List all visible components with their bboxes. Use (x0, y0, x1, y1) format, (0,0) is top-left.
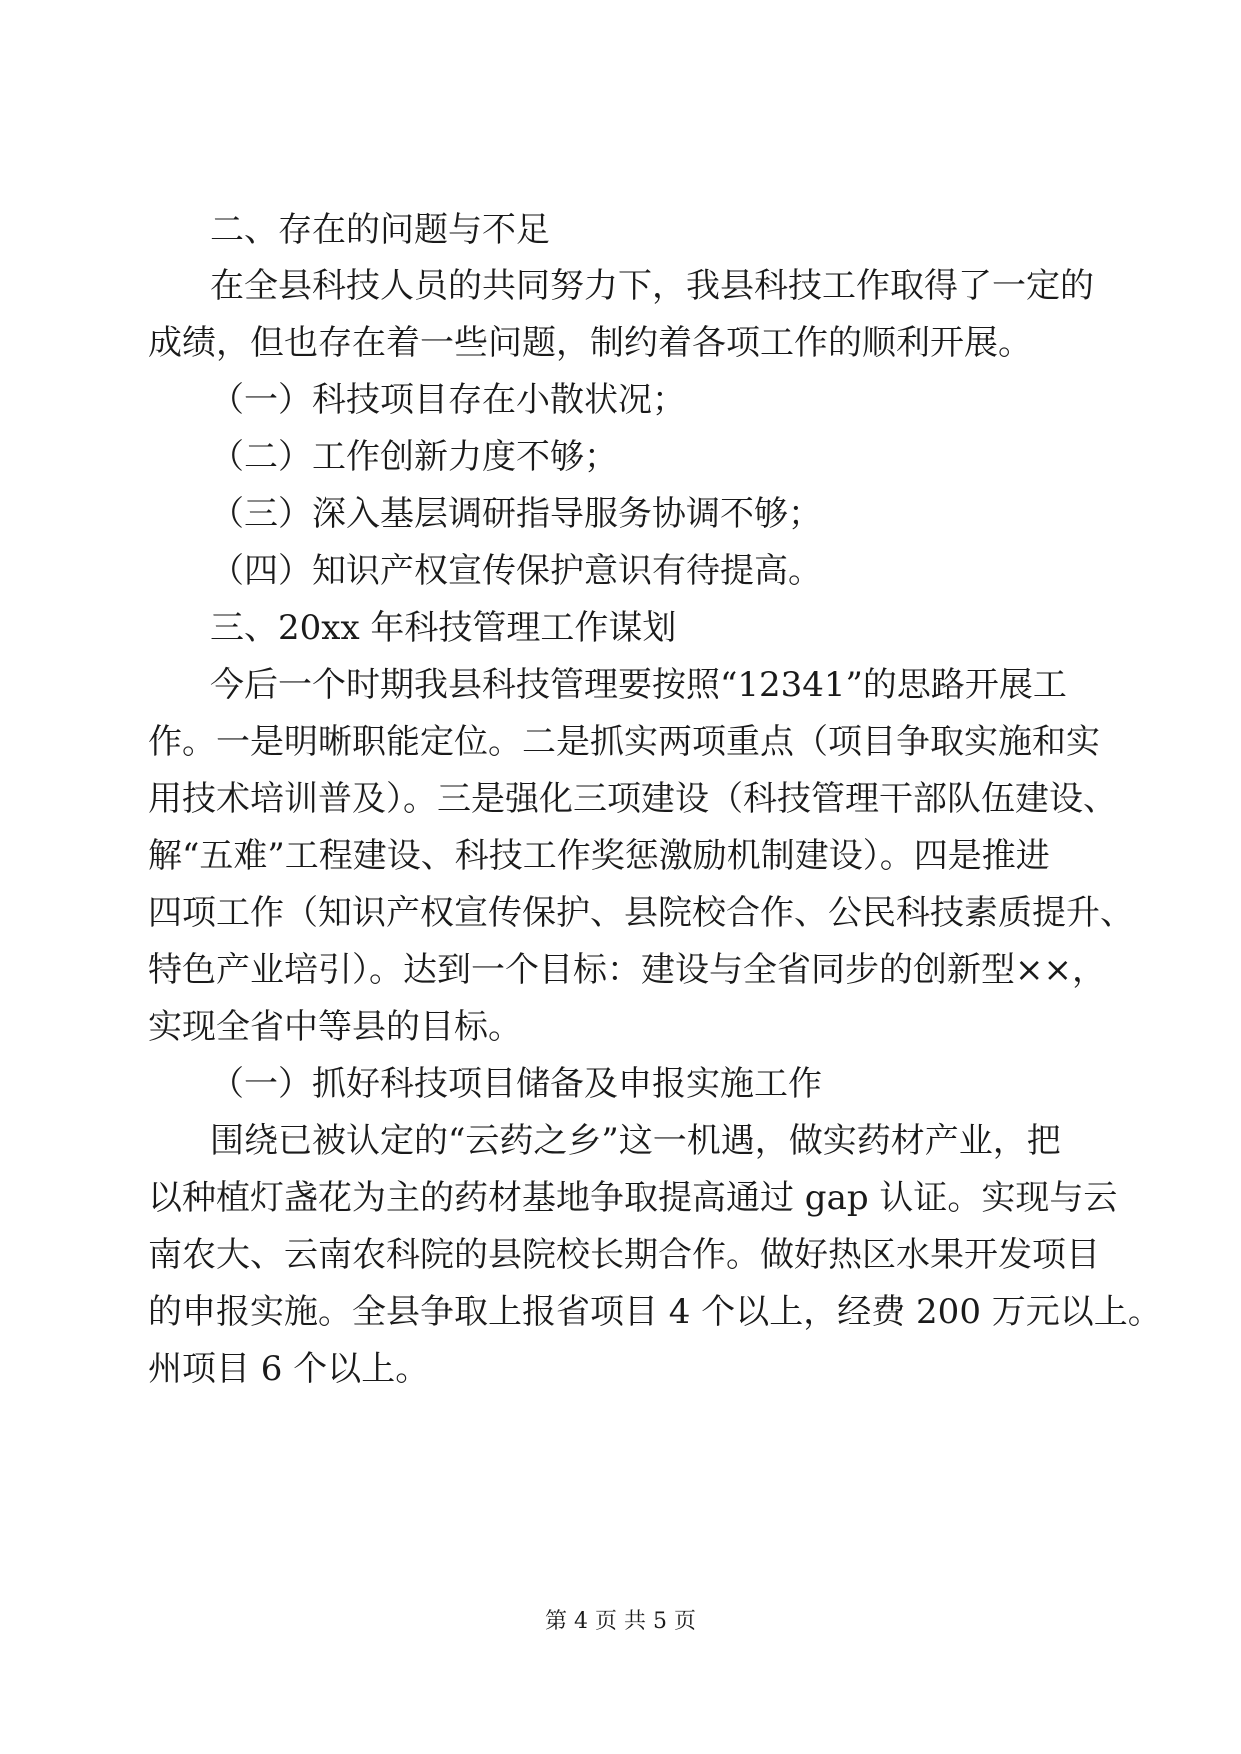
list-item: （一）科技项目存在小散状况； (210, 380, 686, 420)
list-item: （三）深入基层调研指导服务协调不够； (210, 494, 822, 534)
paragraph-line: 四项工作（知识产权宣传保护、县院校合作、公民科技素质提升、 (148, 893, 1134, 933)
paragraph-line: 特色产业培引）。达到一个目标：建设与全省同步的创新型××， (148, 950, 1106, 990)
paragraph-line: 解“五难”工程建设、科技工作奖惩激励机制建设）。四是推进 (148, 836, 1050, 876)
paragraph-line: 实现全省中等县的目标。 (148, 1007, 522, 1047)
page-footer: 第 4 页 共 5 页 (545, 1609, 696, 1634)
paragraph-line: 在全县科技人员的共同努力下，我县科技工作取得了一定的 (210, 266, 1094, 306)
subsection-heading: （一）抓好科技项目储备及申报实施工作 (210, 1064, 822, 1104)
paragraph-line: 以种植灯盏花为主的药材基地争取提高通过 gap 认证。实现与云 (148, 1178, 1118, 1218)
section-heading-plan: 三、20xx 年科技管理工作谋划 (210, 608, 677, 648)
section-heading-problems: 二、存在的问题与不足 (210, 210, 550, 250)
paragraph-line: 南农大、云南农科院的县院校长期合作。做好热区水果开发项目 (148, 1235, 1100, 1275)
paragraph-line: 的申报实施。全县争取上报省项目 4 个以上，经费 200 万元以上。 (148, 1292, 1162, 1332)
paragraph-line: 州项目 6 个以上。 (148, 1349, 430, 1389)
list-item: （四）知识产权宣传保护意识有待提高。 (210, 551, 822, 591)
paragraph-line: 成绩，但也存在着一些问题，制约着各项工作的顺利开展。 (148, 323, 1032, 363)
paragraph-line: 今后一个时期我县科技管理要按照“12341”的思路开展工 (210, 665, 1067, 705)
paragraph-line: 作。一是明晰职能定位。二是抓实两项重点（项目争取实施和实 (148, 722, 1100, 762)
list-item: （二）工作创新力度不够； (210, 437, 618, 477)
paragraph-line: 用技术培训普及）。三是强化三项建设（科技管理干部队伍建设、 (148, 779, 1117, 819)
paragraph-line: 围绕已被认定的“云药之乡”这一机遇，做实药材产业，把 (210, 1121, 1061, 1161)
